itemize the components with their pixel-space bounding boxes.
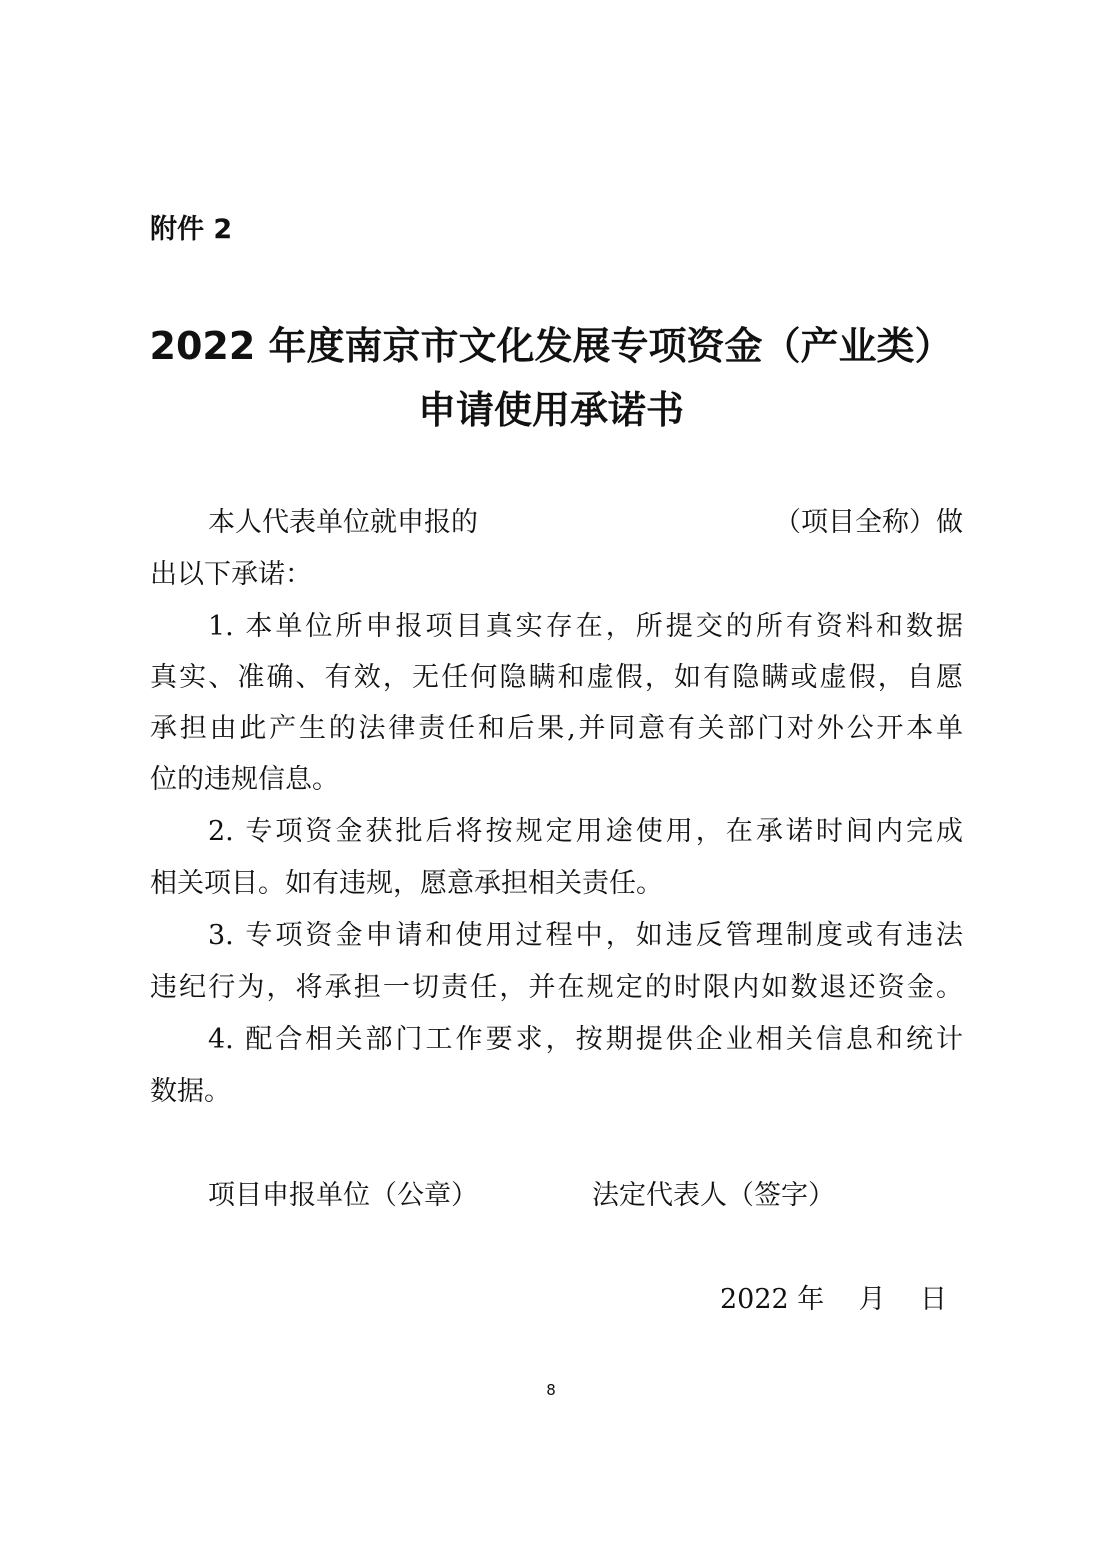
commitment-1-line-3: 承担由此产生的法律责任和后果,并同意有关部门对外公开本单 [150, 713, 963, 744]
date-line: 2022 年 月 日 [720, 1284, 947, 1315]
commitment-3-line-1: 3. 专项资金申请和使用过程中，如违反管理制度或有违法 [208, 920, 963, 951]
commitment-1-line-2: 真实、准确、有效，无任何隐瞒和虚假，如有隐瞒或虚假，自愿 [150, 662, 963, 693]
signature-unit-label: 项目申报单位（公章） [208, 1180, 478, 1211]
commitment-1-line-4: 位的违规信息。 [150, 764, 339, 795]
attachment-label: 附件 2 [150, 214, 233, 245]
commitment-2-line-2: 相关项目。如有违规，愿意承担相关责任。 [150, 868, 663, 899]
signature-representative-label: 法定代表人（签字） [592, 1180, 835, 1211]
page-number: 8 [546, 1381, 556, 1399]
commitment-1-line-1: 1. 本单位所申报项目真实存在，所提交的所有资料和数据 [208, 611, 963, 642]
commitment-2-line-1: 2. 专项资金获批后将按规定用途使用，在承诺时间内完成 [208, 816, 963, 847]
commitment-4-line-1: 4. 配合相关部门工作要求，按期提供企业相关信息和统计 [208, 1024, 963, 1055]
intro-text-left: 本人代表单位就申报的 [208, 507, 478, 538]
commitment-4-line-2: 数据。 [150, 1076, 231, 1107]
commitment-3-line-2: 违纪行为，将承担一切责任，并在规定的时限内如数退还资金。 [150, 972, 963, 1003]
intro-text-right: （项目全称）做 [774, 507, 963, 538]
document-title-line-1: 2022 年度南京市文化发展专项资金（产业类） [149, 324, 953, 368]
document-title-line-2: 申请使用承诺书 [417, 388, 684, 432]
intro-text-line-2: 出以下承诺： [150, 559, 312, 590]
